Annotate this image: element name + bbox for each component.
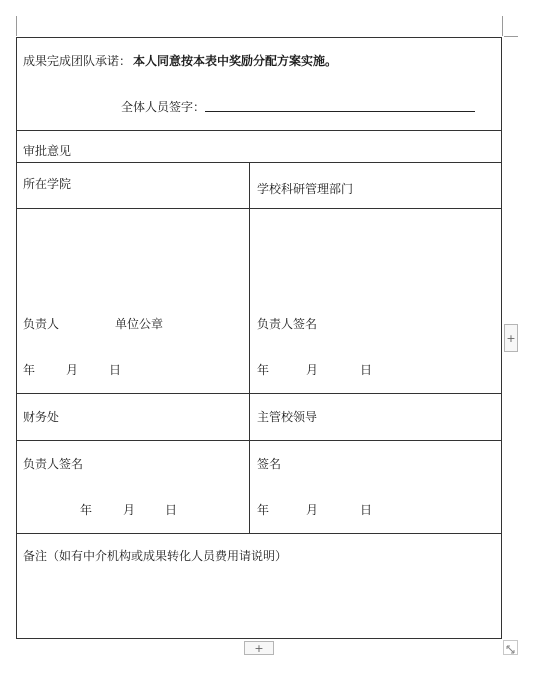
crop-mark-top-right (502, 16, 503, 36)
finance-day-label: 日 (165, 503, 178, 517)
row-divider (17, 393, 501, 394)
plus-icon: + (506, 332, 516, 345)
commitment-label: 成果完成团队承诺： (23, 54, 132, 68)
research-dept-day-label: 日 (360, 363, 373, 377)
finance-month-label: 月 (123, 503, 136, 517)
row-divider (17, 208, 501, 209)
research-dept-title: 学校科研管理部门 (257, 182, 354, 196)
finance-title: 财务处 (23, 410, 60, 424)
college-day-label: 日 (109, 363, 122, 377)
crop-mark-top-right-h (504, 36, 518, 37)
all-members-signature-line[interactable] (205, 111, 475, 112)
resize-arrows-icon (504, 643, 517, 656)
row-divider (17, 162, 501, 163)
leader-year-label: 年 (257, 503, 270, 517)
all-members-signature-label: 全体人员签字： (121, 100, 206, 114)
commitment-statement: 本人同意按本表中奖励分配方案实施。 (133, 54, 338, 68)
college-person-label: 负责人 (23, 317, 60, 331)
add-column-button[interactable] (504, 324, 518, 352)
remarks-label: 备注（如有中介机构或成果转化人员费用请说明） (23, 549, 288, 563)
research-dept-signature-label: 负责人签名 (257, 317, 318, 331)
college-year-label: 年 (23, 363, 36, 377)
column-divider (249, 162, 250, 533)
college-month-label: 月 (66, 363, 79, 377)
finance-year-label: 年 (80, 503, 93, 517)
leader-signature-label: 签名 (257, 457, 282, 471)
table-resize-handle[interactable] (503, 640, 518, 655)
finance-signature-label: 负责人签名 (23, 457, 84, 471)
row-divider (17, 130, 501, 131)
row-divider (17, 533, 501, 534)
award-approval-form (16, 37, 502, 639)
crop-mark-top-left (16, 16, 17, 36)
college-title: 所在学院 (23, 177, 72, 191)
row-divider (17, 440, 501, 441)
leader-title: 主管校领导 (257, 410, 318, 424)
leader-day-label: 日 (360, 503, 373, 517)
research-dept-month-label: 月 (306, 363, 319, 377)
research-dept-year-label: 年 (257, 363, 270, 377)
plus-icon: + (254, 642, 264, 655)
college-seal-label: 单位公章 (115, 317, 164, 331)
approval-header: 审批意见 (23, 144, 72, 158)
add-row-button[interactable] (244, 641, 274, 655)
leader-month-label: 月 (306, 503, 319, 517)
